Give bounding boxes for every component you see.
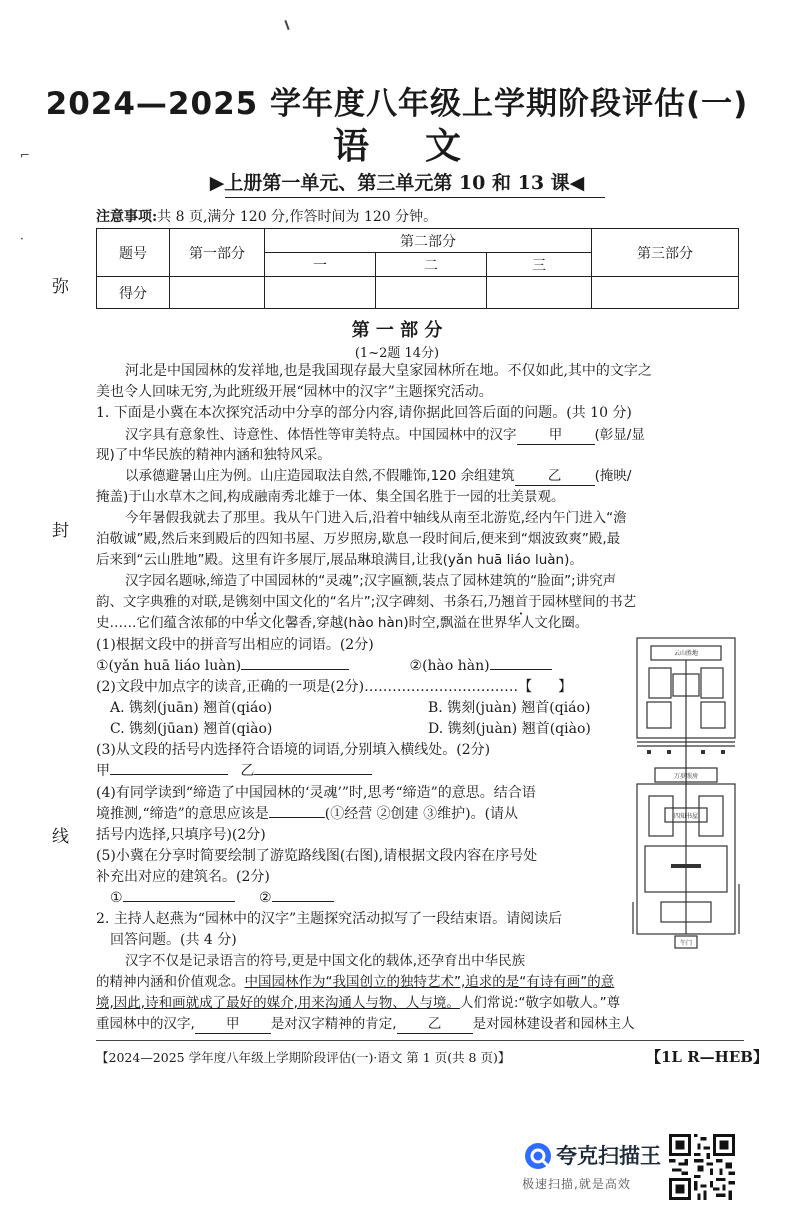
map-dot-1 <box>647 750 651 754</box>
score-table <box>96 228 739 309</box>
subject-char-2: 文 <box>425 126 462 167</box>
q1-p4b-post: 于园林壁间的书艺 <box>528 594 637 610</box>
q1-p4b-mid: 中国文化的“名片”;汉字碑刻、书条石,乃翘 <box>262 594 515 610</box>
q1-sub5-1-label: ① <box>110 890 123 906</box>
q1-para2-line2: 掩盖)于山水草木之间,构成融南秀北雄于一体、集全国名胜于一园的壮美景观。 <box>96 489 565 505</box>
qr-code-icon <box>669 1134 735 1200</box>
binding-label-xian: 线 <box>52 827 69 847</box>
q2-para-line2 <box>96 973 614 991</box>
q1-para3-line2: 泊敬诚”殿,然后来到殿后的四知书屋、万岁照房,歇息一段时间后,便来到“烟波致爽”殿,最 <box>96 531 621 547</box>
q1-p4b-pre: 韵、文字典雅的对联,是镌 <box>96 594 249 610</box>
q1-para1-line1 <box>125 426 645 445</box>
map-sw-building <box>649 796 673 836</box>
q1-para1-line2: 现)了中华民族的精神内涵和独特风采。 <box>96 447 331 463</box>
page-footer: 【2024—2025 学年度八年级上学期阶段评估(一)·语文 第 1 页(共 8 页)】 <box>96 1050 511 1065</box>
q1-sub5-line1: (5)小冀在分享时简要绘制了游览路线图(右图),请根据文段内容在序号处 <box>96 848 538 864</box>
exam-title: 2024—2025 学年度八年级上学期阶段评估(一) <box>45 86 749 122</box>
q1-sub1-a-blank[interactable] <box>241 669 349 670</box>
binding-mark-mid: · <box>20 232 24 246</box>
q1-dotted-shou: 首 <box>514 594 529 610</box>
score-table-sub-3: 三 <box>487 253 592 277</box>
q2-underlined-2: 境,因此,诗和画就成了最好的媒介,用来沟通人与物、人与境。 <box>96 995 460 1011</box>
map-dot-4 <box>721 750 725 754</box>
route-map <box>631 634 741 954</box>
notice-text: 共 8 页,满分 120 分,作答时间为 120 分钟。 <box>157 209 438 225</box>
q1-sub5-2-label: ② <box>259 890 272 906</box>
score-table-header-part3: 第三部分 <box>592 229 739 277</box>
q1-para3-line3: 后来到“云山胜地”殿。这里有许多展厅,展品琳琅满目,让我(yǎn huā liáo luàn)。 <box>96 552 583 568</box>
intro-line-2: 美也令人回味无穷,为此班级开展“园林中的汉字”主题探究活动。 <box>96 384 493 400</box>
q1-blank-jia[interactable]: 甲 <box>517 426 595 445</box>
scanner-logo-icon <box>524 1142 552 1170</box>
q1-para3-line1: 今年暑假我就去了那里。我从午门进入后,沿着中轴线从南至北游览,经内午门进入“澹 <box>125 510 627 526</box>
q1-sub3: (3)从文段的括号内选择符合语境的词语,分别填入横线处。(2分) <box>96 742 491 758</box>
q1-sub5-1-blank[interactable] <box>123 901 235 902</box>
q2-stem-line1: 2. 主持人赵燕为“园林中的汉字”主题探究活动拟写了一段结束语。请阅读后 <box>96 911 563 927</box>
q1-sub2-option-c: C. 镌刻(jūan) 翘首(qiào) <box>110 721 273 737</box>
q1-p1b: (彰显/显 <box>594 427 645 443</box>
subject-title <box>0 118 794 169</box>
score-table-sub-2: 二 <box>376 253 487 277</box>
q1-sub3-yi-blank[interactable] <box>254 774 372 775</box>
score-cell-part1[interactable] <box>170 277 265 309</box>
binding-label-mi: 弥 <box>52 277 69 297</box>
q1-sub5-answers <box>110 889 334 907</box>
q1-sub2-bracket-end: 】 <box>558 679 573 695</box>
map-southeast-block <box>701 702 725 728</box>
q1-para2-line1 <box>125 467 631 486</box>
score-cell-part2-1[interactable] <box>265 277 376 309</box>
score-table-sub-1: 一 <box>265 253 376 277</box>
binding-label-feng: 封 <box>52 521 69 541</box>
q1-sub4-line1: (4)有同学读到“缔造了中国园林的‘灵魂’”时,思考“缔造”的意思。结合语 <box>96 785 536 801</box>
q2-p2-pre: 的精神内涵和价值观念。 <box>96 974 245 990</box>
map-label-mid: 万岁照房 <box>673 773 699 780</box>
q2-p4-a: 重园林中的汉字, <box>96 1016 195 1032</box>
map-label-top: 云山胜地 <box>673 650 699 657</box>
map-east-wing <box>701 668 723 698</box>
q1-sub2-option-a: A. 镌刻(juān) 翘首(qiáo) <box>110 700 273 716</box>
score-table-header-no: 题号 <box>97 229 170 277</box>
map-bar <box>671 864 701 868</box>
q1-sub1-b-label: ②(hào hàn) <box>409 658 490 674</box>
score-table-row-score: 得分 <box>97 277 170 309</box>
scanner-slogan: 极速扫描,就是高效 <box>522 1177 631 1191</box>
q2-para-line4 <box>96 1015 635 1034</box>
map-label-gate: 午门 <box>679 940 693 947</box>
q2-p4-c: 是对园林建设者和园林主人 <box>472 1016 635 1032</box>
q1-sub4-post: (①经营 ②创建 ③维护)。(请从 <box>324 806 519 822</box>
q2-blank-jia[interactable]: 甲 <box>195 1015 271 1034</box>
subject-char-1: 语 <box>332 126 369 167</box>
q1-sub5-line2: 补充出对应的建筑名。(2分) <box>96 869 270 885</box>
q2-p4-b: 是对汉字精神的肯定, <box>270 1016 397 1032</box>
q1-sub1: (1)根据文段中的拼音写出相应的词语。(2分) <box>96 637 374 653</box>
map-dot-2 <box>667 750 671 754</box>
footer-code: 【1L R—HEB】 <box>646 1048 768 1066</box>
q1-sub4-line2 <box>96 805 518 823</box>
score-cell-part2-3[interactable] <box>487 277 592 309</box>
q1-sub3-jia-blank[interactable] <box>110 774 228 775</box>
q1-sub3-jia-label: 甲 <box>96 763 110 779</box>
q2-stem-line2: 回答问题。(共 4 分) <box>110 932 237 948</box>
q1-sub3-yi-label: 乙 <box>240 763 255 779</box>
q1-sub5-2-blank[interactable] <box>272 901 334 902</box>
q1-blank-yi[interactable]: 乙 <box>515 467 595 486</box>
scope-underline <box>225 197 605 198</box>
q2-p3-post: 人们常说:“敬字如敬人。”尊 <box>459 995 621 1011</box>
map-dot-3 <box>701 750 705 754</box>
score-table-header-part2: 第二部分 <box>265 229 592 253</box>
q1-p2b: (掩映/ <box>594 468 632 484</box>
q2-para-line3 <box>96 994 620 1012</box>
footer-rule <box>96 1040 744 1041</box>
binding-mark-top: ⌐ <box>20 148 31 162</box>
score-cell-part3[interactable] <box>592 277 739 309</box>
q1-sub3-answers <box>96 762 372 780</box>
q2-blank-yi[interactable]: 乙 <box>397 1015 473 1034</box>
q1-sub2-option-d: D. 镌刻(juàn) 翘首(qiào) <box>428 721 591 737</box>
q1-sub4-blank[interactable] <box>269 817 325 818</box>
map-label-room: 四知书屋 <box>673 813 699 820</box>
q1-sub4-pre: 境推测,“缔造”的意思应该是 <box>96 806 269 822</box>
map-se-building <box>699 796 723 836</box>
notice-label: 注意事项: <box>96 209 158 225</box>
q1-dotted-ke: 刻 <box>248 594 263 610</box>
q1-sub2-option-b: B. 镌刻(juàn) 翘首(qiáo) <box>428 700 591 716</box>
q1-sub4-line3: 括号内选择,只填序号)(2分) <box>96 827 266 843</box>
q2-para-line1: 汉字不仅是记录语言的符号,更是中国文化的载体,还孕育出中华民族 <box>125 953 526 969</box>
exam-scope: ▶上册第一单元、第三单元第 10 和 13 课◀ <box>209 172 585 194</box>
scan-speck <box>284 20 289 30</box>
score-table-header-part1: 第一部分 <box>170 229 265 277</box>
q1-para4-line3: 史……它们蕴含浓郁的中华文化馨香,穿越(hào hàn)时空,飘溢在世界华人文化圈。 <box>96 615 589 631</box>
q1-stem: 1. 下面是小冀在本次探究活动中分享的部分内容,请你据此回答后面的问题。(共 10 分) <box>96 405 632 421</box>
part1-title: 第 一 部 分 <box>351 320 443 341</box>
q1-sub1-a-label: ①(yǎn huā liáo luàn) <box>96 658 242 674</box>
intro-line-1: 河北是中国园林的发祥地,也是我国现存最大皇家园林所在地。不仅如此,其中的文字之 <box>125 363 652 379</box>
q1-sub2 <box>96 678 572 696</box>
q1-p2a: 以承德避暑山庄为例。山庄造园取法自然,不假雕饰,120 余组建筑 <box>125 468 515 484</box>
q1-sub2-text: (2)文段中加点字的读音,正确的一项是(2分)……………………………【 <box>96 679 533 695</box>
scanner-brand-name: 夸克扫描王 <box>556 1144 661 1168</box>
exam-notice <box>96 206 437 226</box>
score-cell-part2-2[interactable] <box>376 277 487 309</box>
part1-subtitle: (1~2题 14分) <box>354 346 440 361</box>
q1-para4-line1: 汉字园名题咏,缔造了中国园林的“灵魂”;汉字匾额,装点了园林建筑的“脸面”;讲究声 <box>125 573 617 589</box>
map-southwest-block <box>647 702 671 728</box>
q1-sub1-answers <box>96 657 552 675</box>
q1-p1a: 汉字具有意象性、诗意性、体悟性等审美特点。中国园林中的汉字 <box>125 427 517 443</box>
map-west-wing <box>649 668 671 698</box>
q2-underlined-1: 中国园林作为“我国创立的独特艺术”,追求的是“有诗有画”的意 <box>244 974 615 990</box>
q1-sub1-b-blank[interactable] <box>490 669 552 670</box>
